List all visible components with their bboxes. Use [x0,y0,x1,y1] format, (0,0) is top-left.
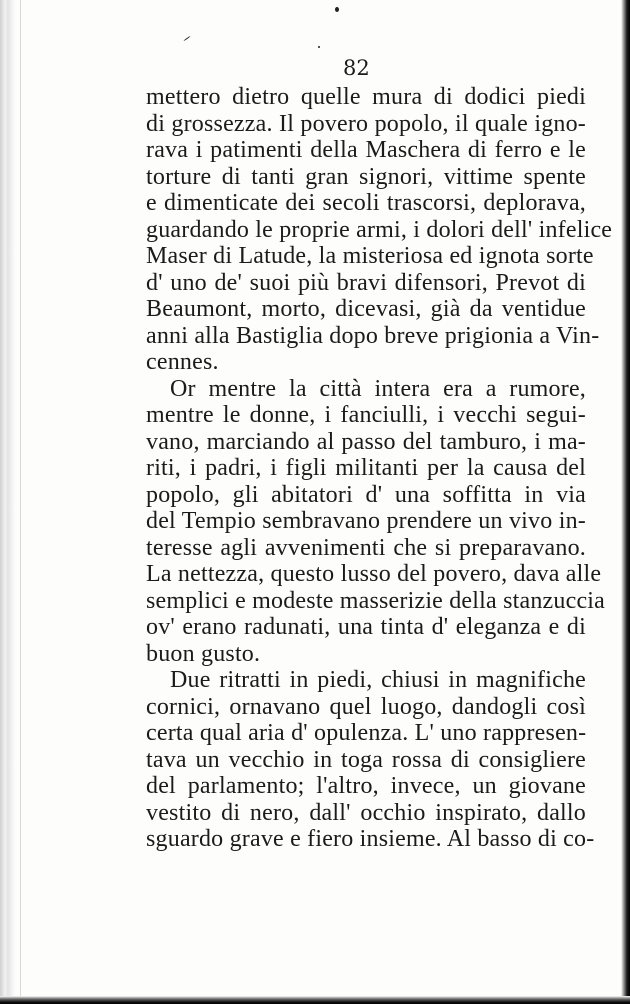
ink-speck [318,46,320,48]
text-line: buon gusto. [146,640,261,667]
text-line: di grossezza. Il povero popolo, il quale igno- [146,110,586,137]
text-line: guardando le proprie armi, i dolori dell' infelice [146,216,613,243]
text-line: La nettezza, questo lusso del povero, dava alle [146,561,602,587]
text-line: anni alla Bastiglia dopo breve prigionia a Vin- [146,322,600,349]
page-text-body [146,84,613,853]
page-number [0,56,630,80]
text-line: Beaumont, morto, dicevasi, già da ventidue [146,296,586,322]
text-line: tava un vecchio in toga rossa di consigliere [146,746,586,773]
page-binding-line [20,0,21,1004]
text-line: e dimenticate dei secoli trascorsi, deplorava, [146,190,586,216]
text-line: del Tempio sembravano prendere un vivo in- [146,508,586,534]
text-line: cornici, ornavano quel luogo, dandogli così [146,693,586,720]
text-line: Or mentre la città intera era a rumore, [170,375,586,402]
text-line: torture di tanti gran signori, vittime spente [146,163,586,190]
text-line: rava i patimenti della Maschera di ferro e le [146,137,586,163]
text-line: vestito di nero, dall' occhio inspirato, dallo [146,799,586,826]
text-line: Due ritratti in piedi, chiusi in magnifiche [170,667,586,693]
text-line: semplici e modeste masserizie della stanzuccia [146,587,606,614]
text-line: vano, marciando al passo del tamburo, i ma- [146,428,586,455]
text-line: d' uno de' suoi più bravi difensori, Prevot di [146,269,586,296]
page-binding-edge [0,0,16,1004]
ink-speck [335,7,339,12]
text-line: ov' erano radunati, una tinta d' eleganza e di [146,614,586,640]
text-line: teresse agli avvenimenti che si preparavano. [146,534,586,561]
text-line: del parlamento; l'altro, invece, un giovane [146,773,586,799]
text-line: riti, i padri, i figli militanti per la causa del [146,455,586,481]
text-line: sguardo grave e fiero insieme. Al basso di co- [146,826,595,852]
text-line: cennes. [146,349,219,375]
ink-speck [183,36,190,41]
page-right-edge [621,0,630,1004]
text-line: mentre le donne, i fanciulli, i vecchi segui- [146,402,586,428]
page-number-text: 82 [343,56,370,80]
page-bottom-edge [0,996,630,1004]
text-line: popolo, gli abitatori d' una soffitta in via [146,481,586,508]
text-line: certa qual aria d' opulenza. L' uno rappresen- [146,720,587,746]
text-line: mettero dietro quelle mura di dodici piedi [146,84,586,110]
text-line: Maser di Latude, la misteriosa ed ignota sorte [146,243,594,269]
